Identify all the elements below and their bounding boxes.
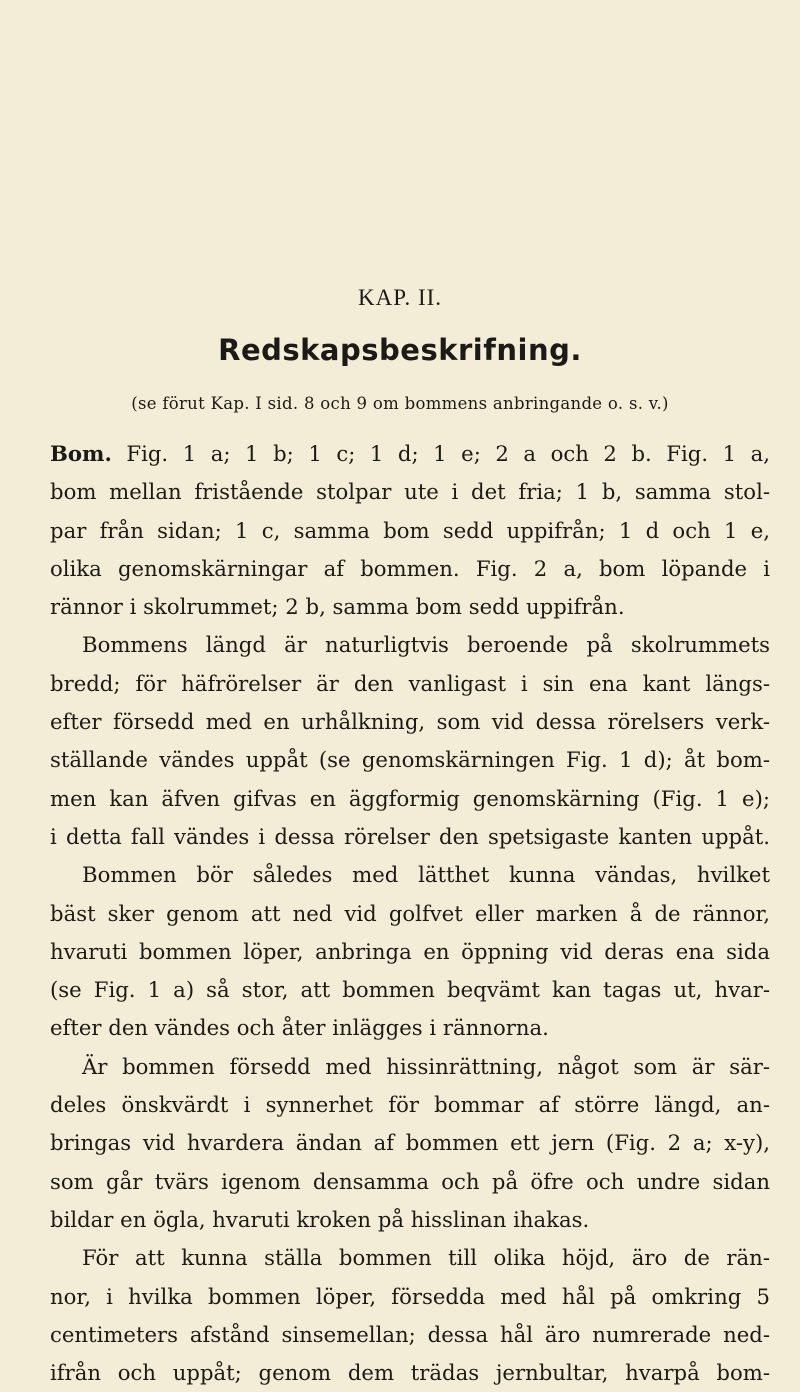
lead-word: Bom.	[50, 441, 112, 466]
text-line: centimeters afstånd sinsemellan; dessa hål äro numrerade ned-	[50, 1321, 770, 1347]
text-line: bom mellan fristående stolpar ute i det fria; 1 b, samma stol-	[50, 479, 770, 505]
text-line: Är bommen försedd med hissinrättning, något som är sär-	[82, 1053, 770, 1079]
text-line-content: Fig. 1 a; 1 b; 1 c; 1 d; 1 e; 2 a och 2 b. Fig. 1 a,	[111, 441, 770, 466]
text-line: efter den vändes och åter inlägges i rännorna.	[50, 1015, 549, 1041]
text-line: par från sidan; 1 c, samma bom sedd uppifrån; 1 d och 1 e,	[50, 517, 770, 543]
text-line: nor, i hvilka bommen löper, försedda med hål på omkring 5	[50, 1283, 770, 1309]
text-line: efter försedd med en urhålkning, som vid dessa rörelsers verk-	[50, 709, 770, 735]
text-line: (se Fig. 1 a) så stor, att bommen beqvämt kan tagas ut, hvar-	[50, 977, 770, 1003]
text-line: bredd; för häfrörelser är den vanligast i sin ena kant längs-	[50, 670, 770, 696]
text-line: bildar en ögla, hvaruti kroken på hisslinan ihakas.	[50, 1206, 590, 1232]
text-line: För att kunna ställa bommen till olika höjd, äro de rän-	[82, 1245, 770, 1271]
text-line: ställande vändes uppåt (se genomskärningen Fig. 1 d); åt bom-	[50, 747, 770, 773]
text-line: bäst sker genom att ned vid golfvet eller marken å de rännor,	[50, 900, 770, 926]
text-line: deles önskvärdt i synnerhet för bommar af större längd, an-	[50, 1092, 770, 1118]
text-line: olika genomskärningar af bommen. Fig. 2 a, bom löpande i	[50, 555, 770, 581]
text-line: bringas vid hvardera ändan af bommen ett jern (Fig. 2 a; x-y),	[50, 1130, 770, 1156]
body-text	[50, 435, 770, 1392]
section-title: Redskapsbeskrifning.	[218, 333, 582, 367]
text-line: Bommens längd är naturligtvis beroende på skolrummets	[82, 632, 770, 658]
section-subtitle: (se förut Kap. I sid. 8 och 9 om bommens anbringande o. s. v.)	[131, 394, 669, 413]
text-line: rännor i skolrummet; 2 b, samma bom sedd uppifrån.	[50, 594, 625, 620]
text-line: ifrån och uppåt; genom dem trädas jernbultar, hvarpå bom-	[50, 1360, 770, 1386]
text-line	[50, 435, 770, 473]
chapter-heading: KAP. II.	[357, 285, 443, 310]
text-line: Bommen bör således med lätthet kunna vändas, hvilket	[82, 862, 770, 888]
text-line: i detta fall vändes i dessa rörelser den spetsigaste kanten uppåt.	[50, 823, 770, 849]
text-line: hvaruti bommen löper, anbringa en öppning vid deras ena sida	[50, 938, 770, 964]
text-line: men kan äfven gifvas en äggformig genomskärning (Fig. 1 e);	[50, 785, 770, 811]
text-line: som går tvärs igenom densamma och på öfre och undre sidan	[50, 1168, 770, 1194]
